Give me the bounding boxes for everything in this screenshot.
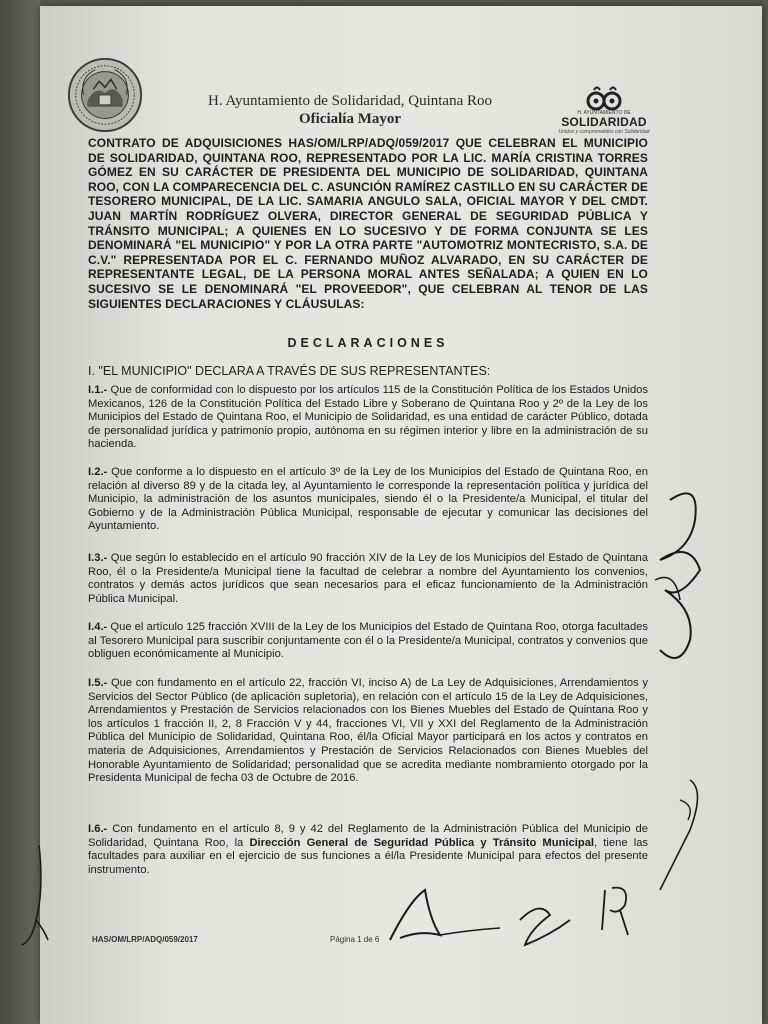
logo-name: SOLIDARIDAD: [561, 115, 647, 129]
declaration-text: Que el artículo 125 fracción XVIII de la Ley de los Municipios del Estado de Quintana Roo, otorga facultades al Tesorero Municipal para suscribir conjuntamente con él o la Presidente/a Municipal, contratos y convenios que obliguen económicamente al Municipio.: [88, 621, 648, 661]
contract-intro: CONTRATO DE ADQUISICIONES HAS/OM/LRP/ADQ/059/2017 QUE CELEBRAN EL MUNICIPIO DE SOLIDARIDAD, QUINTANA ROO, REPRESENTADO POR LA LIC. MARÍA CRISTINA TORRES GÓMEZ EN SU CARÁCTER DE PRESIDENTA DEL MUNICIPIO DE SOLIDARIDAD, QUINTANA ROO, CON LA COMPARECENCIA DEL C. ASUNCIÓN RAMÍREZ CASTILLO EN SU CARÁCTER DE TESORERO MUNICIPAL, DE LA LIC. SAMARIA ANGULO SALA, OFICIAL MAYOR Y DEL CMDT. JUAN MARTÍN RODRÍGUEZ OLVERA, DIRECTOR GENERAL DE SEGURIDAD PÚBLICA Y TRÁNSITO MUNICIPAL; A QUIENES EN LO SUCESIVO Y DE FORMA CONJUNTA SE LES DENOMINARÁ "EL MUNICIPIO" Y POR LA OTRA PARTE "AUTOMOTRIZ MONTECRISTO, S.A. DE C.V." REPRESENTADA POR EL C. FERNANDO MUÑOZ ALVARADO, EN SU CARÁCTER DE REPRESENTANTE LEGAL, DE LA PERSONA MORAL ANTES SEÑALADA; A QUIEN EN LO SUCESIVO SE LE DENOMINARÁ "EL PROVEEDOR", QUE CELEBRAN AL TENOR DE LAS SIGUIENTES DECLARACIONES Y CLÁUSULAS:: [88, 136, 648, 311]
declaration-paragraph: [88, 677, 648, 786]
declaration-paragraph: [88, 621, 648, 662]
solidaridad-logo-icon: [584, 84, 624, 112]
declaraciones-title: DECLARACIONES: [287, 336, 449, 350]
declaration-paragraph: [88, 384, 648, 452]
footer-page-number: Página 1 de 6: [330, 935, 380, 944]
declaration-number: I.6.-: [88, 823, 108, 835]
declaration-paragraph: [88, 552, 648, 606]
letterhead-subtitle: Oficialía Mayor: [298, 111, 402, 127]
section-heading: I. "EL MUNICIPIO" DECLARA A TRAVÉS DE SUS REPRESENTANTES:: [88, 364, 491, 378]
background-edge: [0, 0, 40, 1024]
declaration-text: , tiene las facultades para auxiliar en el ejercicio de sus funciones a él/la Presidente Municipal para efectos del presente instrumento.: [88, 836, 649, 876]
municipal-seal-icon: [66, 56, 144, 134]
declaration-text: Con fundamento en el artículo 8, 9 y 42 del Reglamento de la Administración Pública del Municipio de Solidaridad, Quintana Roo, la: [88, 823, 648, 849]
logo-small-text: H. AYUNTAMIENTO DE: [577, 110, 631, 116]
declaration-bold-text: Dirección General de Seguridad Pública y Tránsito Municipal: [249, 836, 595, 849]
declaration-number: I.3.-: [88, 552, 108, 564]
footer-contract-code: HAS/OM/LRP/ADQ/059/2017: [92, 935, 198, 944]
logo-tagline: Unidos y comprometidos con Solidaridad: [558, 129, 650, 135]
declaration-paragraph: [88, 466, 648, 534]
declaration-text: Que con fundamento en el artículo 22, fracción VI, inciso A) de La Ley de Adquisiciones, Arrendamientos y Servicios del Sector Público (de aplicación supletoria), en relación con el artículo 15 de la Ley de Adquisiciones, Arrendamientos y Prestación de Servicios relacionados con los Bienes Muebles del Estado de Quintana Roo y los artículos 1 fracción II, 2, 8 Fracción V y 44, fracciones VI, VII y XXI del Reglamento de la Administración Pública del Municipio de Solidaridad, Quintana Roo, él/la Oficial Mayor participará en los actos y contratos en materia de Adquisiciones, Arrendamientos y Prestación de Servicios Relacionados con Bienes Muebles del Honorable Ayuntamiento de Solidaridad; personalidad que se acredita mediante nombramiento otorgado por la Presidenta Municipal de fecha 03 de Octubre de 2016.: [88, 677, 648, 785]
declaration-text: Que de conformidad con lo dispuesto por los artículos 115 de la Constitución Política de los Estados Unidos Mexicanos, 126 de la Constitución Política del Estado Libre y Soberano de Quintana Roo y 2º de la Ley de los Municipios del Estado de Quintana Roo, el Municipio de Solidaridad, es una entidad de carácter Público, dotada de personalidad jurídica y patrimonio propio, autónoma en su régimen interior y libre en la administración de su hacienda.: [88, 384, 648, 451]
declaration-text: Que según lo establecido en el artículo 90 fracción XIV de la Ley de los Municipios del Estado de Quintana Roo, él o la Presidente/a Municipal tiene la facultad de celebrar a nombre del Ayuntamiento los convenios, contratos y demás actos jurídicos que sean necesarios para el eficaz funcionamiento de la Administración Pública Municipal.: [88, 552, 648, 605]
declaration-number: I.2.-: [88, 466, 108, 478]
letterhead: [150, 92, 550, 128]
declaration-text: Que conforme a lo dispuesto en el artículo 3º de la Ley de los Municipios del Estado de Quintana Roo, en relación al diverso 89 y de la citada ley, al Ayuntamiento le corresponde la representación política y jurídica del Municipio, la administración de los asuntos municipales, siendo él o la Presidente/a Municipal, el titular del Gobierno y de la Administración Pública Municipal, responsable de ejecutar y comunicar las decisiones del Ayuntamiento.: [88, 466, 648, 533]
declaration-paragraph: [88, 823, 648, 877]
declaration-number: I.5.-: [88, 677, 108, 689]
declaration-number: I.4.-: [88, 621, 108, 633]
declaration-number: I.1.-: [88, 384, 108, 396]
letterhead-title: H. Ayuntamiento de Solidaridad, Quintana Roo: [208, 93, 492, 109]
